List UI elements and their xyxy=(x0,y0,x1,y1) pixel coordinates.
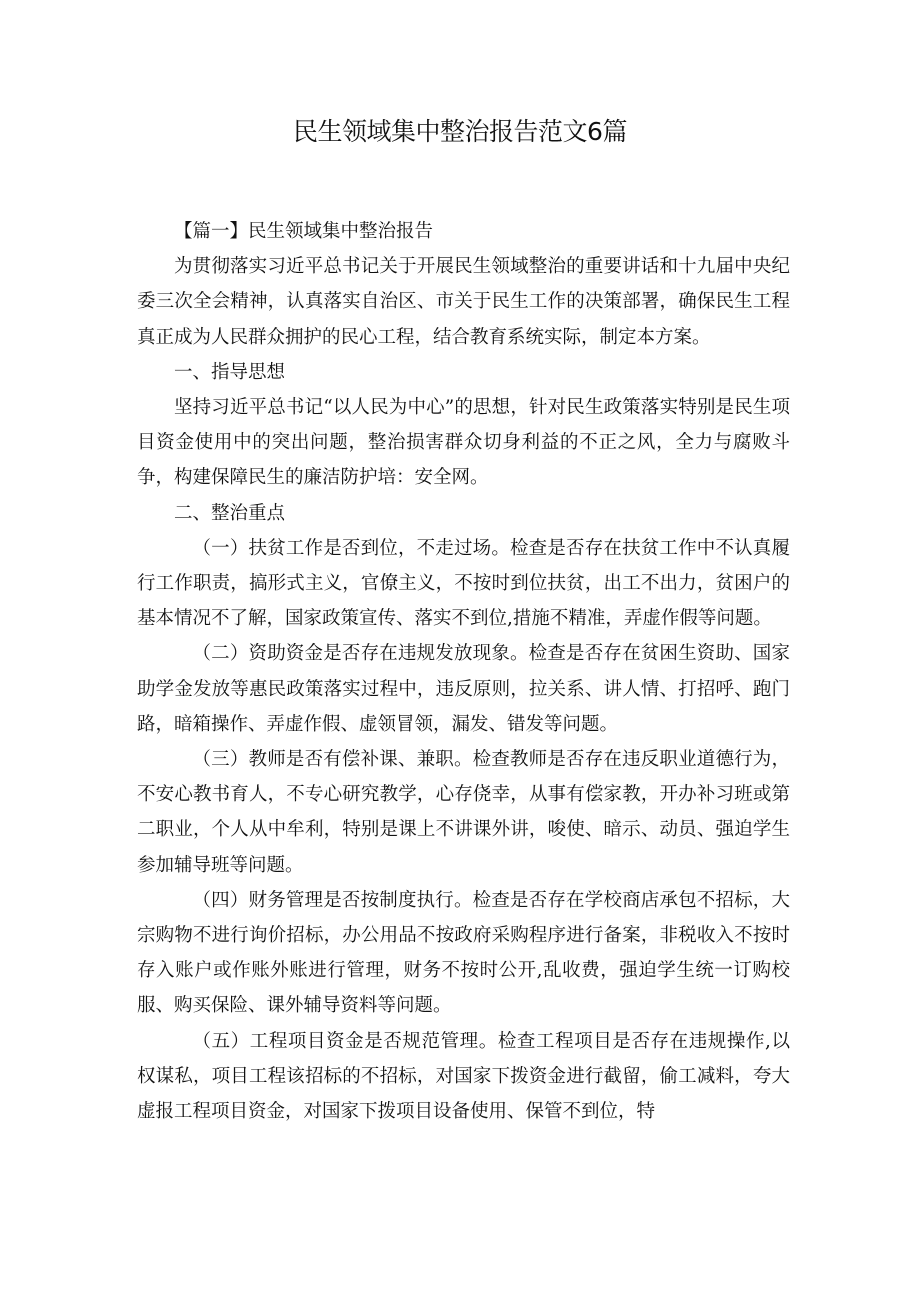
item-paragraph-2: （二）资助资金是否存在违规发放现象。检查是否存在贫困生资助、国家助学金发放等惠民政策落实过程中，违反原则，拉关系、讲人情、打招呼、跑门路，暗箱操作、弄虚作假、虚领冒领，漏发、错发等问题。 xyxy=(137,643,790,735)
item-paragraph-5: （五）工程项目资金是否规范管理。检查工程项目是否存在违规操作,以权谋私，项目工程该招标的不招标，对国家下拨资金进行截留，偷工减料，夸大虚报工程项目资金，对国家下拨项目设备使用、保管不到位，特 xyxy=(137,1030,790,1123)
document-body xyxy=(137,214,790,1129)
item-paragraph-4: （四）财务管理是否按制度执行。检查是否存在学校商店承包不招标，大宗购物不进行询价招标，办公用品不按政府采购程序进行备案，非税收入不按时存入账户或作账外账进行管理，财务不按时公开,乱收费，强迫学生统一订购校服、购买保险、课外辅导资料等问题。 xyxy=(137,889,790,1017)
heading-guiding-thought: 一、指导思想 xyxy=(174,361,286,383)
document-title: 民生领域集中整治报告范文6篇 xyxy=(293,117,627,146)
item-paragraph-3: （三）教师是否有偿补课、兼职。检查教师是否存在违反职业道德行为，不安心教书育人，不专心研究教学，心存侥幸，从事有偿家教，开办补习班或第二职业，个人从中牟利，特别是课上不讲课外讲，唆使、暗示、动员、强迫学生参加辅导班等问题。 xyxy=(137,749,790,876)
heading-key-points: 二、整治重点 xyxy=(174,502,286,524)
guiding-paragraph: 坚持习近平总书记“以人民为中心”的思想，针对民生政策落实特别是民生项目资金使用中的突出问题，整治损害群众切身利益的不正之风，全力与腐败斗争，构建保障民生的廉洁防护培：安全网。 xyxy=(137,397,790,489)
intro-paragraph: 为贯彻落实习近平总书记关于开展民生领域整治的重要讲话和十九届中央纪委三次全会精神，认真落实自治区、市关于民生工作的决策部署，确保民生工程真正成为人民群众拥护的民心工程，结合教育系统实际，制定本方案。 xyxy=(137,256,790,348)
section-label: 【篇一】民生领域集中整治报告 xyxy=(174,221,434,242)
item-paragraph-1: （一）扶贫工作是否到位，不走过场。检查是否存在扶贫工作中不认真履行工作职责，搞形式主义，官僚主义，不按时到位扶贫，出工不出力，贫困户的基本情况不了解，国家政策宣传、落实不到位,措施不精准，弄虚作假等问题。 xyxy=(137,537,790,630)
